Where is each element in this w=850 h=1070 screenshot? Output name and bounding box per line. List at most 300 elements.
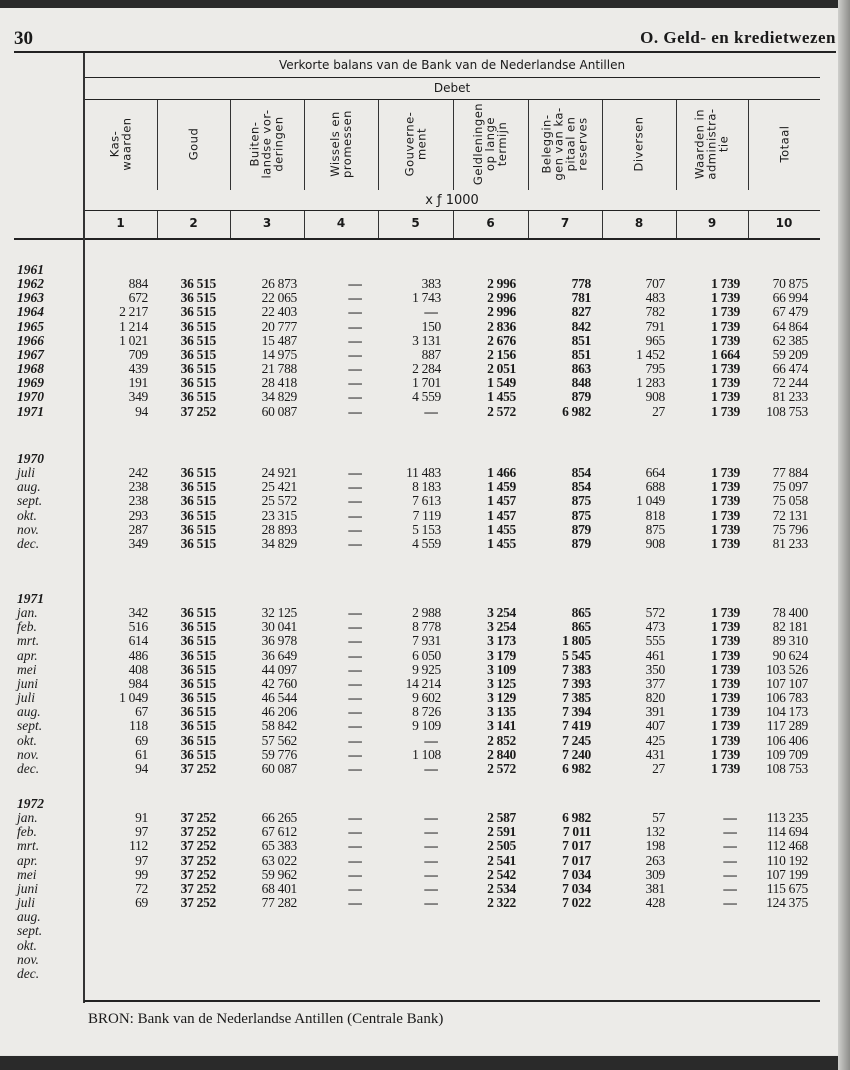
table-cell-col5: — xyxy=(424,895,438,911)
table-cell-col9: 1 739 xyxy=(711,521,740,537)
table-cell-col6: 2 156 xyxy=(487,346,516,362)
table-cell-col9: — xyxy=(723,895,737,911)
table-cell-col4: — xyxy=(348,389,362,405)
table-cell-col10: 109 709 xyxy=(766,746,808,762)
table-cell-col9: 1 739 xyxy=(711,605,740,621)
table-cell-col2: 36 515 xyxy=(180,507,216,523)
table-cell-col6: 1 457 xyxy=(487,493,516,509)
table-cell-col10: 64 864 xyxy=(772,318,808,334)
column-header-label: Goud xyxy=(186,127,201,161)
table-cell-col1: 97 xyxy=(135,852,148,868)
table-cell-col8: 707 xyxy=(645,276,665,292)
table-cell-col9: 1 739 xyxy=(711,704,740,720)
table-cell-col7: 6 982 xyxy=(562,403,591,419)
table-cell-col1: 72 xyxy=(135,880,148,896)
table-cell-col7: 5 545 xyxy=(562,647,591,663)
table-cell-col7: 854 xyxy=(571,465,591,481)
table-cell-col7: 7 393 xyxy=(562,675,591,691)
table-cell-col10: 81 233 xyxy=(772,535,808,551)
page-number: 30 xyxy=(14,28,33,49)
table-cell-col6: 3 129 xyxy=(487,690,516,706)
section-year-heading: 1970 xyxy=(17,451,44,466)
column-header-label: Geldleningen op lange termijn xyxy=(471,102,510,186)
table-cell-col9: — xyxy=(723,880,737,896)
table-cell-col4: — xyxy=(348,375,362,391)
table-cell-col2: 37 252 xyxy=(180,760,216,776)
column-header-6 xyxy=(453,100,528,188)
table-cell-col1: 61 xyxy=(135,746,148,762)
table-cell-col6: 3 141 xyxy=(487,718,516,734)
table-cell-col10: 117 289 xyxy=(766,718,808,734)
table-cell-col4: — xyxy=(348,479,362,495)
table-cell-col6: 2 505 xyxy=(487,838,516,854)
table-cell-col5: 9 602 xyxy=(412,690,441,706)
rule xyxy=(84,210,820,211)
column-header-label: Diversen xyxy=(631,116,646,172)
column-divider xyxy=(453,100,454,190)
table-cell-col6: 2 322 xyxy=(487,895,516,911)
table-cell-col3: 63 022 xyxy=(261,852,297,868)
table-cell-col9: — xyxy=(723,852,737,868)
table-cell-col2: 37 252 xyxy=(180,866,216,882)
column-header-4 xyxy=(304,100,378,188)
bottom-rule xyxy=(84,1000,820,1002)
table-cell-col7: 851 xyxy=(571,346,591,362)
table-cell-col5: 8 183 xyxy=(412,479,441,495)
table-cell-col10: 66 994 xyxy=(772,290,808,306)
header-bottom-rule xyxy=(14,238,820,240)
table-cell-col3: 15 487 xyxy=(261,332,297,348)
row-label: mrt. xyxy=(17,633,40,649)
table-cell-col1: 672 xyxy=(128,290,148,306)
table-cell-col1: 69 xyxy=(135,732,148,748)
row-label: apr. xyxy=(17,852,38,868)
table-cell-col10: 77 884 xyxy=(772,465,808,481)
table-cell-col4: — xyxy=(348,746,362,762)
table-cell-col1: 118 xyxy=(129,718,148,734)
column-divider xyxy=(748,211,749,238)
table-cell-col9: 1 739 xyxy=(711,332,740,348)
table-cell-col7: 6 982 xyxy=(562,810,591,826)
table-cell-col10: 104 173 xyxy=(766,704,808,720)
table-cell-col5: 11 483 xyxy=(406,465,441,481)
table-cell-col2: 36 515 xyxy=(180,304,216,320)
table-cell-col8: 57 xyxy=(652,810,665,826)
table-cell-col8: 820 xyxy=(645,690,665,706)
table-cell-col7: 7 034 xyxy=(562,880,591,896)
table-cell-col7: 7 017 xyxy=(562,838,591,854)
column-header-1 xyxy=(84,100,157,188)
top-rule xyxy=(14,51,836,53)
table-cell-col3: 25 572 xyxy=(261,493,297,509)
row-label: 1963 xyxy=(17,290,44,306)
table-cell-col8: 875 xyxy=(645,521,665,537)
table-cell-col3: 77 282 xyxy=(261,895,297,911)
scan-edge-right xyxy=(838,0,850,1070)
table-cell-col6: 2 996 xyxy=(487,304,516,320)
table-cell-col7: 7 419 xyxy=(562,718,591,734)
table-title: Verkorte balans van de Bank van de Nederlandse Antillen xyxy=(278,58,626,72)
column-divider xyxy=(676,100,677,190)
row-label: 1970 xyxy=(17,389,44,405)
table-cell-col10: 106 783 xyxy=(766,690,808,706)
table-cell-col7: 827 xyxy=(571,304,591,320)
row-label: 1967 xyxy=(17,346,44,362)
scan-edge-top xyxy=(0,0,850,8)
table-cell-col5: — xyxy=(424,852,438,868)
table-cell-col5: — xyxy=(424,824,438,840)
table-cell-col5: — xyxy=(424,403,438,419)
table-cell-col9: 1 739 xyxy=(711,732,740,748)
table-cell-col6: 2 051 xyxy=(487,361,516,377)
row-label: juni xyxy=(17,675,39,691)
table-cell-col9: — xyxy=(723,838,737,854)
table-cell-col2: 37 252 xyxy=(180,880,216,896)
table-cell-col1: 709 xyxy=(128,346,148,362)
row-label: nov. xyxy=(17,521,39,537)
table-cell-col10: 75 097 xyxy=(772,479,808,495)
row-label: nov. xyxy=(17,951,39,967)
table-cell-col4: — xyxy=(348,332,362,348)
table-cell-col9: 1 739 xyxy=(711,465,740,481)
table-cell-col7: 7 011 xyxy=(562,824,591,840)
column-header-label: Beleggin- gen van ka- pitaal en reserves xyxy=(540,107,590,181)
table-cell-col3: 34 829 xyxy=(261,535,297,551)
table-cell-col2: 36 515 xyxy=(180,619,216,635)
table-cell-col3: 60 087 xyxy=(261,760,297,776)
table-cell-col6: 1 455 xyxy=(487,521,516,537)
table-cell-col7: 7 022 xyxy=(562,895,591,911)
table-cell-col6: 3 135 xyxy=(487,704,516,720)
row-label: juli xyxy=(17,895,36,911)
row-label: feb. xyxy=(17,619,37,635)
table-cell-col1: 439 xyxy=(128,361,148,377)
table-cell-col8: 198 xyxy=(645,838,665,854)
table-cell-col10: 103 526 xyxy=(766,661,808,677)
row-label: sept. xyxy=(17,718,43,734)
row-label: apr. xyxy=(17,647,38,663)
table-cell-col6: 2 591 xyxy=(487,824,516,840)
table-cell-col7: 7 383 xyxy=(562,661,591,677)
table-cell-col8: 791 xyxy=(645,318,665,334)
table-cell-col7: 865 xyxy=(571,619,591,635)
table-cell-col3: 68 401 xyxy=(261,880,297,896)
table-cell-col2: 36 515 xyxy=(180,704,216,720)
table-cell-col6: 3 254 xyxy=(487,619,516,635)
table-cell-col6: 1 455 xyxy=(487,535,516,551)
table-cell-col7: 1 805 xyxy=(562,633,591,649)
table-cell-col10: 112 468 xyxy=(766,838,808,854)
table-cell-col7: 879 xyxy=(571,521,591,537)
table-cell-col9: — xyxy=(723,824,737,840)
table-cell-col3: 28 418 xyxy=(261,375,297,391)
row-label: 1961 xyxy=(17,262,44,277)
table-cell-col2: 36 515 xyxy=(180,332,216,348)
table-cell-col6: 3 109 xyxy=(487,661,516,677)
table-cell-col8: 309 xyxy=(645,866,665,882)
table-cell-col3: 25 421 xyxy=(261,479,297,495)
table-cell-col9: 1 739 xyxy=(711,389,740,405)
table-cell-col10: 113 235 xyxy=(766,810,808,826)
column-divider xyxy=(748,100,749,190)
table-cell-col5: 7 613 xyxy=(412,493,441,509)
table-subtitle: Debet xyxy=(433,81,471,95)
table-cell-col3: 59 962 xyxy=(261,866,297,882)
table-cell-col3: 65 383 xyxy=(261,838,297,854)
table-cell-col10: 124 375 xyxy=(766,895,808,911)
table-cell-col8: 965 xyxy=(645,332,665,348)
table-cell-col2: 36 515 xyxy=(180,375,216,391)
table-cell-col8: 795 xyxy=(645,361,665,377)
table-cell-col8: 431 xyxy=(645,746,665,762)
table-cell-col9: 1 739 xyxy=(711,718,740,734)
table-cell-col4: — xyxy=(348,521,362,537)
table-cell-col3: 14 975 xyxy=(261,346,297,362)
column-header-3 xyxy=(230,100,304,188)
row-label: 1962 xyxy=(17,276,44,292)
table-cell-col1: 1 021 xyxy=(119,332,148,348)
column-divider xyxy=(157,100,158,190)
table-cell-col1: 91 xyxy=(135,810,148,826)
table-cell-col10: 89 310 xyxy=(772,633,808,649)
table-cell-col5: 3 131 xyxy=(412,332,441,348)
table-cell-col1: 69 xyxy=(135,895,148,911)
table-cell-col6: 3 125 xyxy=(487,675,516,691)
table-cell-col4: — xyxy=(348,880,362,896)
column-divider xyxy=(304,100,305,190)
table-cell-col6: 2 534 xyxy=(487,880,516,896)
column-divider xyxy=(453,211,454,238)
table-cell-col2: 36 515 xyxy=(180,633,216,649)
table-cell-col9: 1 739 xyxy=(711,619,740,635)
table-cell-col5: 7 119 xyxy=(412,507,441,523)
table-cell-col9: 1 739 xyxy=(711,318,740,334)
table-cell-col1: 238 xyxy=(128,493,148,509)
table-cell-col3: 36 978 xyxy=(261,633,297,649)
table-cell-col2: 37 252 xyxy=(180,895,216,911)
column-number: 9 xyxy=(707,216,717,230)
table-cell-col3: 42 760 xyxy=(261,675,297,691)
table-cell-col7: 875 xyxy=(571,507,591,523)
table-cell-col2: 36 515 xyxy=(180,361,216,377)
table-cell-col6: 2 836 xyxy=(487,318,516,334)
table-cell-col5: — xyxy=(424,866,438,882)
table-cell-col4: — xyxy=(348,318,362,334)
table-cell-col5: 9 109 xyxy=(412,718,441,734)
table-cell-col1: 486 xyxy=(128,647,148,663)
table-cell-col9: 1 739 xyxy=(711,479,740,495)
table-cell-col6: 2 587 xyxy=(487,810,516,826)
table-cell-col10: 62 385 xyxy=(772,332,808,348)
table-cell-col1: 1 049 xyxy=(119,690,148,706)
table-cell-col6: 2 572 xyxy=(487,403,516,419)
table-cell-col5: — xyxy=(424,838,438,854)
column-divider xyxy=(602,100,603,190)
table-cell-col1: 242 xyxy=(128,465,148,481)
table-cell-col8: 461 xyxy=(645,647,665,663)
table-cell-col1: 349 xyxy=(128,535,148,551)
table-cell-col7: 848 xyxy=(571,375,591,391)
row-label: sept. xyxy=(17,493,43,509)
column-divider xyxy=(378,211,379,238)
column-divider xyxy=(230,100,231,190)
table-cell-col8: 908 xyxy=(645,535,665,551)
table-cell-col1: 2 217 xyxy=(119,304,148,320)
column-number: 1 xyxy=(116,216,125,230)
table-cell-col5: 887 xyxy=(421,346,441,362)
column-number: 10 xyxy=(775,216,793,230)
table-cell-col2: 36 515 xyxy=(180,605,216,621)
table-cell-col3: 30 041 xyxy=(261,619,297,635)
table-cell-col7: 879 xyxy=(571,389,591,405)
table-cell-col4: — xyxy=(348,866,362,882)
table-cell-col9: 1 739 xyxy=(711,276,740,292)
table-cell-col3: 26 873 xyxy=(261,276,297,292)
table-cell-col5: 4 559 xyxy=(412,389,441,405)
row-label: 1966 xyxy=(17,332,44,348)
row-label: mei xyxy=(17,866,37,882)
table-cell-col3: 28 893 xyxy=(261,521,297,537)
table-cell-col4: — xyxy=(348,507,362,523)
table-cell-col6: 2 852 xyxy=(487,732,516,748)
row-label: juli xyxy=(17,465,36,481)
table-cell-col2: 37 252 xyxy=(180,838,216,854)
table-cell-col5: 2 988 xyxy=(412,605,441,621)
table-cell-col6: 2 840 xyxy=(487,746,516,762)
column-number: 5 xyxy=(411,216,420,230)
table-cell-col1: 97 xyxy=(135,824,148,840)
table-cell-col10: 82 181 xyxy=(772,619,808,635)
table-cell-col10: 81 233 xyxy=(772,389,808,405)
column-divider xyxy=(528,211,529,238)
column-header-8 xyxy=(602,100,676,188)
table-cell-col4: — xyxy=(348,465,362,481)
table-cell-col2: 37 252 xyxy=(180,852,216,868)
row-label: mrt. xyxy=(17,838,40,854)
table-cell-col8: 263 xyxy=(645,852,665,868)
column-number: 2 xyxy=(189,216,198,230)
column-header-5 xyxy=(378,100,453,188)
table-cell-col10: 72 131 xyxy=(772,507,808,523)
table-cell-col1: 287 xyxy=(128,521,148,537)
table-cell-col7: 865 xyxy=(571,605,591,621)
table-cell-col8: 1 283 xyxy=(636,375,665,391)
table-cell-col5: — xyxy=(424,760,438,776)
table-cell-col9: 1 739 xyxy=(711,633,740,649)
row-label: 1965 xyxy=(17,318,44,334)
table-cell-col2: 36 515 xyxy=(180,290,216,306)
table-cell-col4: — xyxy=(348,361,362,377)
table-cell-col8: 782 xyxy=(645,304,665,320)
table-cell-col10: 107 107 xyxy=(766,675,808,691)
table-cell-col10: 90 624 xyxy=(772,647,808,663)
table-cell-col5: 2 284 xyxy=(412,361,441,377)
table-cell-col10: 108 753 xyxy=(766,403,808,419)
table-cell-col5: 7 931 xyxy=(412,633,441,649)
column-header-label: Waarden in administra- tie xyxy=(693,108,731,180)
table-cell-col6: 1 459 xyxy=(487,479,516,495)
table-cell-col3: 22 065 xyxy=(261,290,297,306)
table-cell-col9: 1 739 xyxy=(711,746,740,762)
table-cell-col5: 14 214 xyxy=(405,675,441,691)
table-cell-col10: 75 796 xyxy=(772,521,808,537)
table-cell-col2: 36 515 xyxy=(180,718,216,734)
table-cell-col1: 94 xyxy=(135,760,148,776)
table-cell-col4: — xyxy=(348,605,362,621)
table-cell-col7: 6 982 xyxy=(562,760,591,776)
table-cell-col3: 58 842 xyxy=(261,718,297,734)
column-header-7 xyxy=(528,100,602,188)
table-cell-col2: 36 515 xyxy=(180,690,216,706)
table-cell-col3: 32 125 xyxy=(261,605,297,621)
table-cell-col10: 107 199 xyxy=(766,866,808,882)
table-cell-col5: 9 925 xyxy=(412,661,441,677)
table-cell-col3: 21 788 xyxy=(261,361,297,377)
column-divider xyxy=(602,211,603,238)
table-cell-col10: 106 406 xyxy=(766,732,808,748)
table-cell-col4: — xyxy=(348,895,362,911)
table-cell-col8: 391 xyxy=(645,704,665,720)
table-cell-col4: — xyxy=(348,690,362,706)
table-cell-col8: 555 xyxy=(645,633,665,649)
table-cell-col4: — xyxy=(348,633,362,649)
table-cell-col9: 1 739 xyxy=(711,361,740,377)
table-cell-col4: — xyxy=(348,661,362,677)
table-cell-col5: 6 050 xyxy=(412,647,441,663)
table-cell-col9: 1 739 xyxy=(711,675,740,691)
table-cell-col2: 36 515 xyxy=(180,535,216,551)
row-label: dec. xyxy=(17,760,40,776)
table-cell-col7: 854 xyxy=(571,479,591,495)
table-cell-col8: 688 xyxy=(645,479,665,495)
table-cell-col9: 1 739 xyxy=(711,647,740,663)
table-cell-col10: 78 400 xyxy=(772,605,808,621)
column-divider xyxy=(528,100,529,190)
table-cell-col7: 778 xyxy=(571,276,591,292)
table-cell-col8: 1 049 xyxy=(636,493,665,509)
table-cell-col3: 46 206 xyxy=(261,704,297,720)
table-cell-col5: 8 726 xyxy=(412,704,441,720)
table-cell-col9: 1 739 xyxy=(711,304,740,320)
column-header-10 xyxy=(748,100,820,188)
table-cell-col7: 7 385 xyxy=(562,690,591,706)
table-cell-col2: 36 515 xyxy=(180,675,216,691)
column-header-label: Kas- waarden xyxy=(107,117,134,171)
table-cell-col4: — xyxy=(348,290,362,306)
row-label: aug. xyxy=(17,909,41,925)
row-label: aug. xyxy=(17,704,41,720)
table-cell-col9: — xyxy=(723,810,737,826)
table-cell-col4: — xyxy=(348,619,362,635)
table-cell-col9: 1 739 xyxy=(711,403,740,419)
table-cell-col7: 7 240 xyxy=(562,746,591,762)
table-cell-col7: 851 xyxy=(571,332,591,348)
table-cell-col9: 1 664 xyxy=(711,346,740,362)
table-cell-col2: 36 515 xyxy=(180,465,216,481)
row-label: 1968 xyxy=(17,361,44,377)
table-cell-col6: 2 676 xyxy=(487,332,516,348)
table-cell-col3: 34 829 xyxy=(261,389,297,405)
table-cell-col1: 112 xyxy=(129,838,148,854)
table-cell-col3: 36 649 xyxy=(261,647,297,663)
table-cell-col10: 115 675 xyxy=(766,880,808,896)
table-cell-col7: 7 394 xyxy=(562,704,591,720)
table-cell-col9: 1 739 xyxy=(711,493,740,509)
column-header-label: Gouverne- ment xyxy=(402,111,429,177)
table-cell-col10: 75 058 xyxy=(772,493,808,509)
table-cell-col4: — xyxy=(348,535,362,551)
table-cell-col2: 36 515 xyxy=(180,479,216,495)
